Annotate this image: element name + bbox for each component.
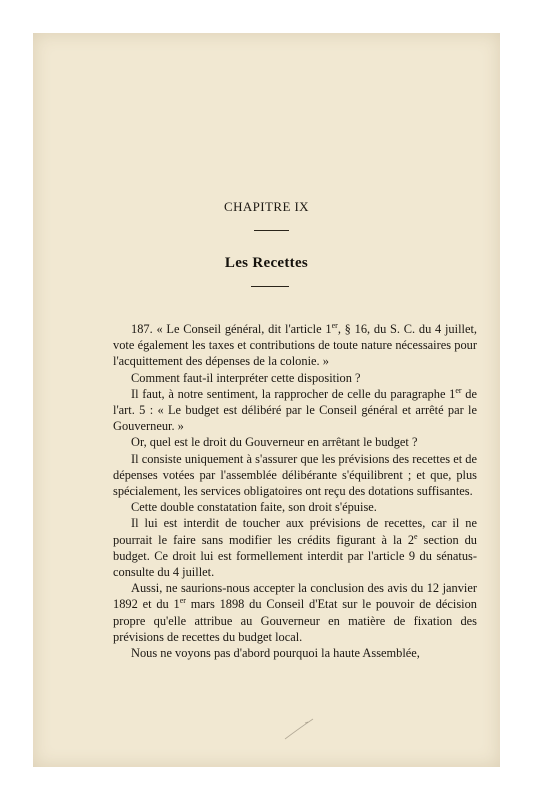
- paragraph: Il faut, à notre sentiment, la rapprocher de celle du paragraphe 1er de l'art. 5 : « Le budget est délibéré par le Conseil général et arrêté par le Gouverneur. »: [113, 385, 477, 434]
- paragraph: Il lui est interdit de toucher aux prévisions de recettes, car il ne pourrait le faire sans modifier les crédits figurant à la 2e section du budget. Ce droit lui est formellement interdit par l'article 9 du sénatus-consulte du 4 juillet.: [113, 516, 478, 580]
- paragraph: Nous ne voyons pas d'abord pourquoi la haute Assemblée,: [131, 646, 420, 661]
- body-text: [113, 321, 477, 661]
- chapter-title: Les Recettes: [224, 255, 309, 271]
- paragraph: Cette double constatation faite, son droit s'épuise.: [131, 500, 377, 515]
- divider-rule: [254, 230, 289, 231]
- book-page: [33, 33, 500, 767]
- divider-rule: [251, 286, 289, 287]
- chapter-number: CHAPITRE IX: [224, 199, 309, 214]
- pencil-mark: [283, 713, 323, 743]
- paragraph: Aussi, ne saurions-nous accepter la conclusion des avis du 12 janvier 1892 et du 1er mars 1898 du Conseil d'Etat sur le pouvoir de décision propre qu'elle attribue au Gouverneur en matière de fixation des prévisions de recettes du budget local.: [113, 581, 477, 644]
- paragraph: Comment faut-il interpréter cette disposition ?: [131, 370, 361, 385]
- paragraph: Il consiste uniquement à s'assurer que les prévisions des recettes et de dépenses votées par l'assemblée délibérante s'équilibrent ; et que, plus spécialement, les services obligatoires ont reçu des dotations suffisantes.: [113, 451, 477, 499]
- paragraph: Or, quel est le droit du Gouverneur en arrêtant le budget ?: [131, 435, 418, 450]
- paragraph: 187. « Le Conseil général, dit l'article 1er, § 16, du S. C. du 4 juillet, vote également les taxes et contributions de toute nature nécessaires pour l'acquittement des dépenses de la colonie. »: [113, 320, 477, 369]
